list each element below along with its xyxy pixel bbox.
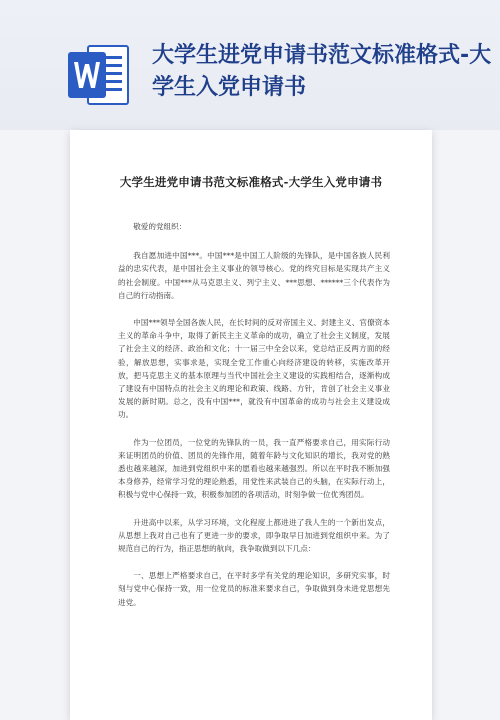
paragraph: 升进高中以来，从学习环境，文化程度上都进进了我人生的一个新出发点，从思想上我对自己也有了更进一步的要求，即争取早日加进到党组织中来。为了规范自己的行为，指正思想的航向，我争取做到以下几点： (118, 517, 390, 554)
page-headline: 大学生进党申请书范文标准格式-大学生入党申请书 (152, 43, 492, 100)
document-title: 大学生进党申请书范文标准格式-大学生入党申请书 (119, 175, 383, 189)
paragraph: 中国***领导全国各族人民，在长时间的反对帝国主义、封建主义、官僚资本主义的革命斗争中，取得了新民主主义革命的成功，确立了社会主义制度，发展了社会主义的经济、政治和文化；十一届三中全会以来，党总结正反两方面的经验，解放思想，实事求是，实现全党工作重心向经济建设的转移，实施改革开放，把马克思主义的基本原理与当代中国社会主义建设的实践相结合，逐渐构成了建设有中国特点的社会主义的理论和政策、线路、方针，肯创了社会主义事业发展的新时期。总之，没有中国***，就没有中国革命的成功与社会主义建设成功。 (118, 318, 390, 420)
document-body (118, 220, 390, 623)
banner (0, 0, 500, 130)
paragraph: 作为一位团员，一位党的先锋队的一员，我一直严格要求自己，用实际行动来证明团员的价值、团员的先锋作用，随着年龄与文化知识的增长，我对党的熟悉也越来越深，加进到党组织中来的愿看也越来越强烈。所以在平时我不断加强本身修养，经常学习党的理论熟悉，用党性来武装自己的头脑，在实际行动上，积极与党中心保持一致，积极参加团的各项活动，时刻争做一位优秀团员。 (118, 437, 390, 500)
paragraph: 一、思想上严格要求自己，在平时多学有关党的理论知识，多研究实事，时刻与党中心保持一致，用一位党员的标准来要求自己，争取做到身未进党思想先进党。 (118, 571, 390, 607)
paragraph: 我自愿加进中国***。中国***是中国工人阶级的先锋队，是中国各族人民利益的忠实代表，是中国社会主义事业的领导核心。党的终究目标是实现共产主义的社会制度。中国***从马克思主义、列宁主义、***思想、******三个代表作为自己的行动指南。 (118, 251, 390, 300)
document-page (70, 130, 432, 720)
greeting: 敬爱的党组织： (133, 222, 187, 231)
word-document-icon (66, 44, 130, 106)
